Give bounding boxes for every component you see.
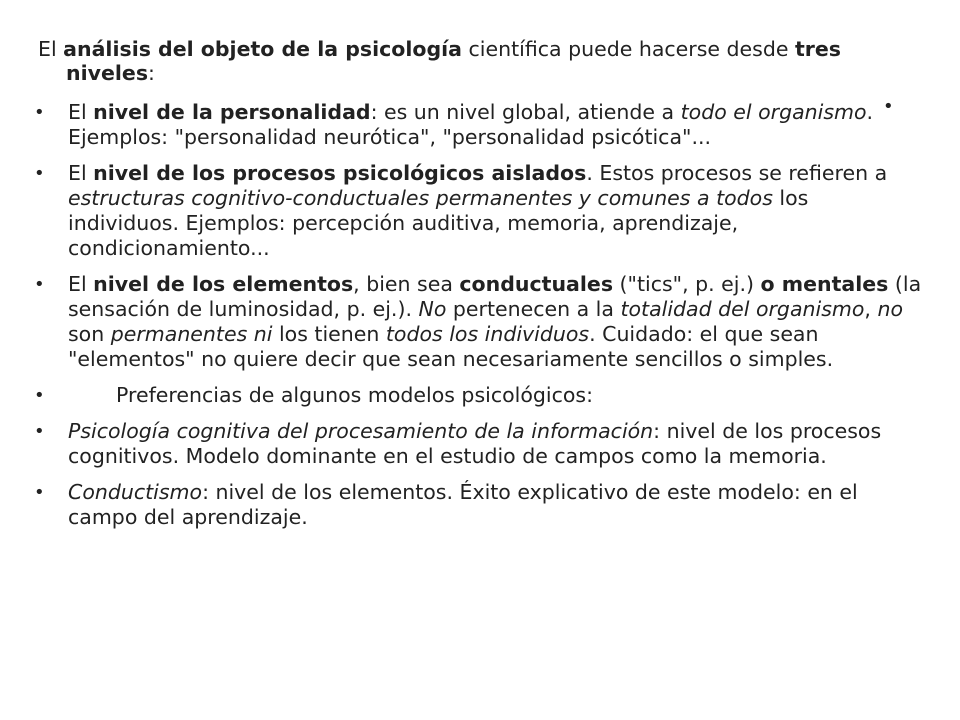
text: El bbox=[68, 272, 94, 296]
text: El bbox=[68, 161, 94, 185]
text: son bbox=[68, 322, 111, 346]
text: . Cuidado: el que sean "elementos" no quiere decir que sean necesariamente sencillos o simples. bbox=[68, 322, 834, 371]
bold-term: nivel de los elementos bbox=[93, 272, 354, 296]
list-item-text: Preferencias de algunos modelos psicológicos: bbox=[116, 383, 593, 407]
intro-bold-tres: tres bbox=[794, 37, 841, 61]
list-item-text bbox=[68, 161, 887, 260]
text: los individuos. Ejemplos: percepción auditiva, memoria, aprendizaje, condicionamiento... bbox=[68, 186, 809, 260]
bullet-icon: • bbox=[34, 385, 45, 406]
italic-term: permanentes ni bbox=[110, 322, 273, 346]
list-item-conductismo bbox=[34, 480, 924, 530]
intro-bold-analysis: análisis del objeto de la psicología bbox=[63, 37, 463, 61]
italic-term: No bbox=[418, 297, 447, 321]
italic-term: Psicología cognitiva del procesamiento de la información bbox=[68, 419, 654, 443]
bold-term: conductuales bbox=[459, 272, 614, 296]
text: : nivel de los elementos. Éxito explicativo de este modelo: en el campo del aprendizaje. bbox=[68, 480, 858, 529]
intro-text: : bbox=[148, 61, 155, 85]
bullet-icon: • bbox=[34, 274, 45, 295]
list-item-text bbox=[68, 480, 858, 529]
bullet-icon: • bbox=[34, 163, 45, 184]
text: ("tics", p. ej.) bbox=[613, 272, 761, 296]
text: los tienen bbox=[272, 322, 386, 346]
italic-term: todo el organismo bbox=[680, 100, 867, 124]
text: : nivel de los procesos cognitivos. Modelo dominante en el estudio de campos como la memoria. bbox=[68, 419, 882, 468]
list-item-text bbox=[68, 100, 873, 149]
bullet-icon: • bbox=[883, 96, 894, 117]
italic-term: Conductismo bbox=[68, 480, 203, 504]
italic-term: estructuras cognitivo-conductuales permanentes y comunes a todos bbox=[68, 186, 773, 210]
text: , bbox=[864, 297, 878, 321]
list-item-personalidad bbox=[34, 100, 924, 150]
list-item-cognitiva bbox=[34, 419, 924, 469]
list-item-text bbox=[68, 272, 921, 371]
bullet-icon: • bbox=[34, 421, 45, 442]
text: (la sensación de luminosidad, p. ej.). bbox=[68, 272, 922, 321]
italic-term: totalidad del organismo bbox=[620, 297, 865, 321]
text: El bbox=[68, 100, 94, 124]
list-item-elementos bbox=[34, 272, 924, 372]
bullet-icon: • bbox=[34, 482, 45, 503]
text: , bien sea bbox=[353, 272, 460, 296]
text: pertenecen a la bbox=[446, 297, 621, 321]
list-item-procesos bbox=[34, 161, 924, 261]
text: : es un nivel global, atiende a bbox=[370, 100, 681, 124]
text: . Estos procesos se refieren a bbox=[586, 161, 888, 185]
intro-text: científica puede hacerse desde bbox=[462, 37, 795, 61]
bullet-icon: • bbox=[34, 102, 45, 123]
intro-line-2 bbox=[38, 61, 918, 85]
bold-term: o mentales bbox=[760, 272, 889, 296]
text: . Ejemplos: "personalidad neurótica", "personalidad psicótica"... bbox=[68, 100, 874, 149]
bold-term: nivel de la personalidad bbox=[93, 100, 371, 124]
list-item-text bbox=[68, 419, 881, 468]
bold-term: nivel de los procesos psicológicos aislados bbox=[93, 161, 587, 185]
intro-paragraph bbox=[38, 37, 918, 85]
bullet-list bbox=[34, 100, 924, 541]
italic-term: no bbox=[877, 297, 903, 321]
list-item-preferencias bbox=[34, 383, 924, 408]
intro-bold-niveles: niveles bbox=[66, 61, 149, 85]
italic-term: todos los individuos bbox=[385, 322, 590, 346]
intro-text: El bbox=[38, 37, 64, 61]
